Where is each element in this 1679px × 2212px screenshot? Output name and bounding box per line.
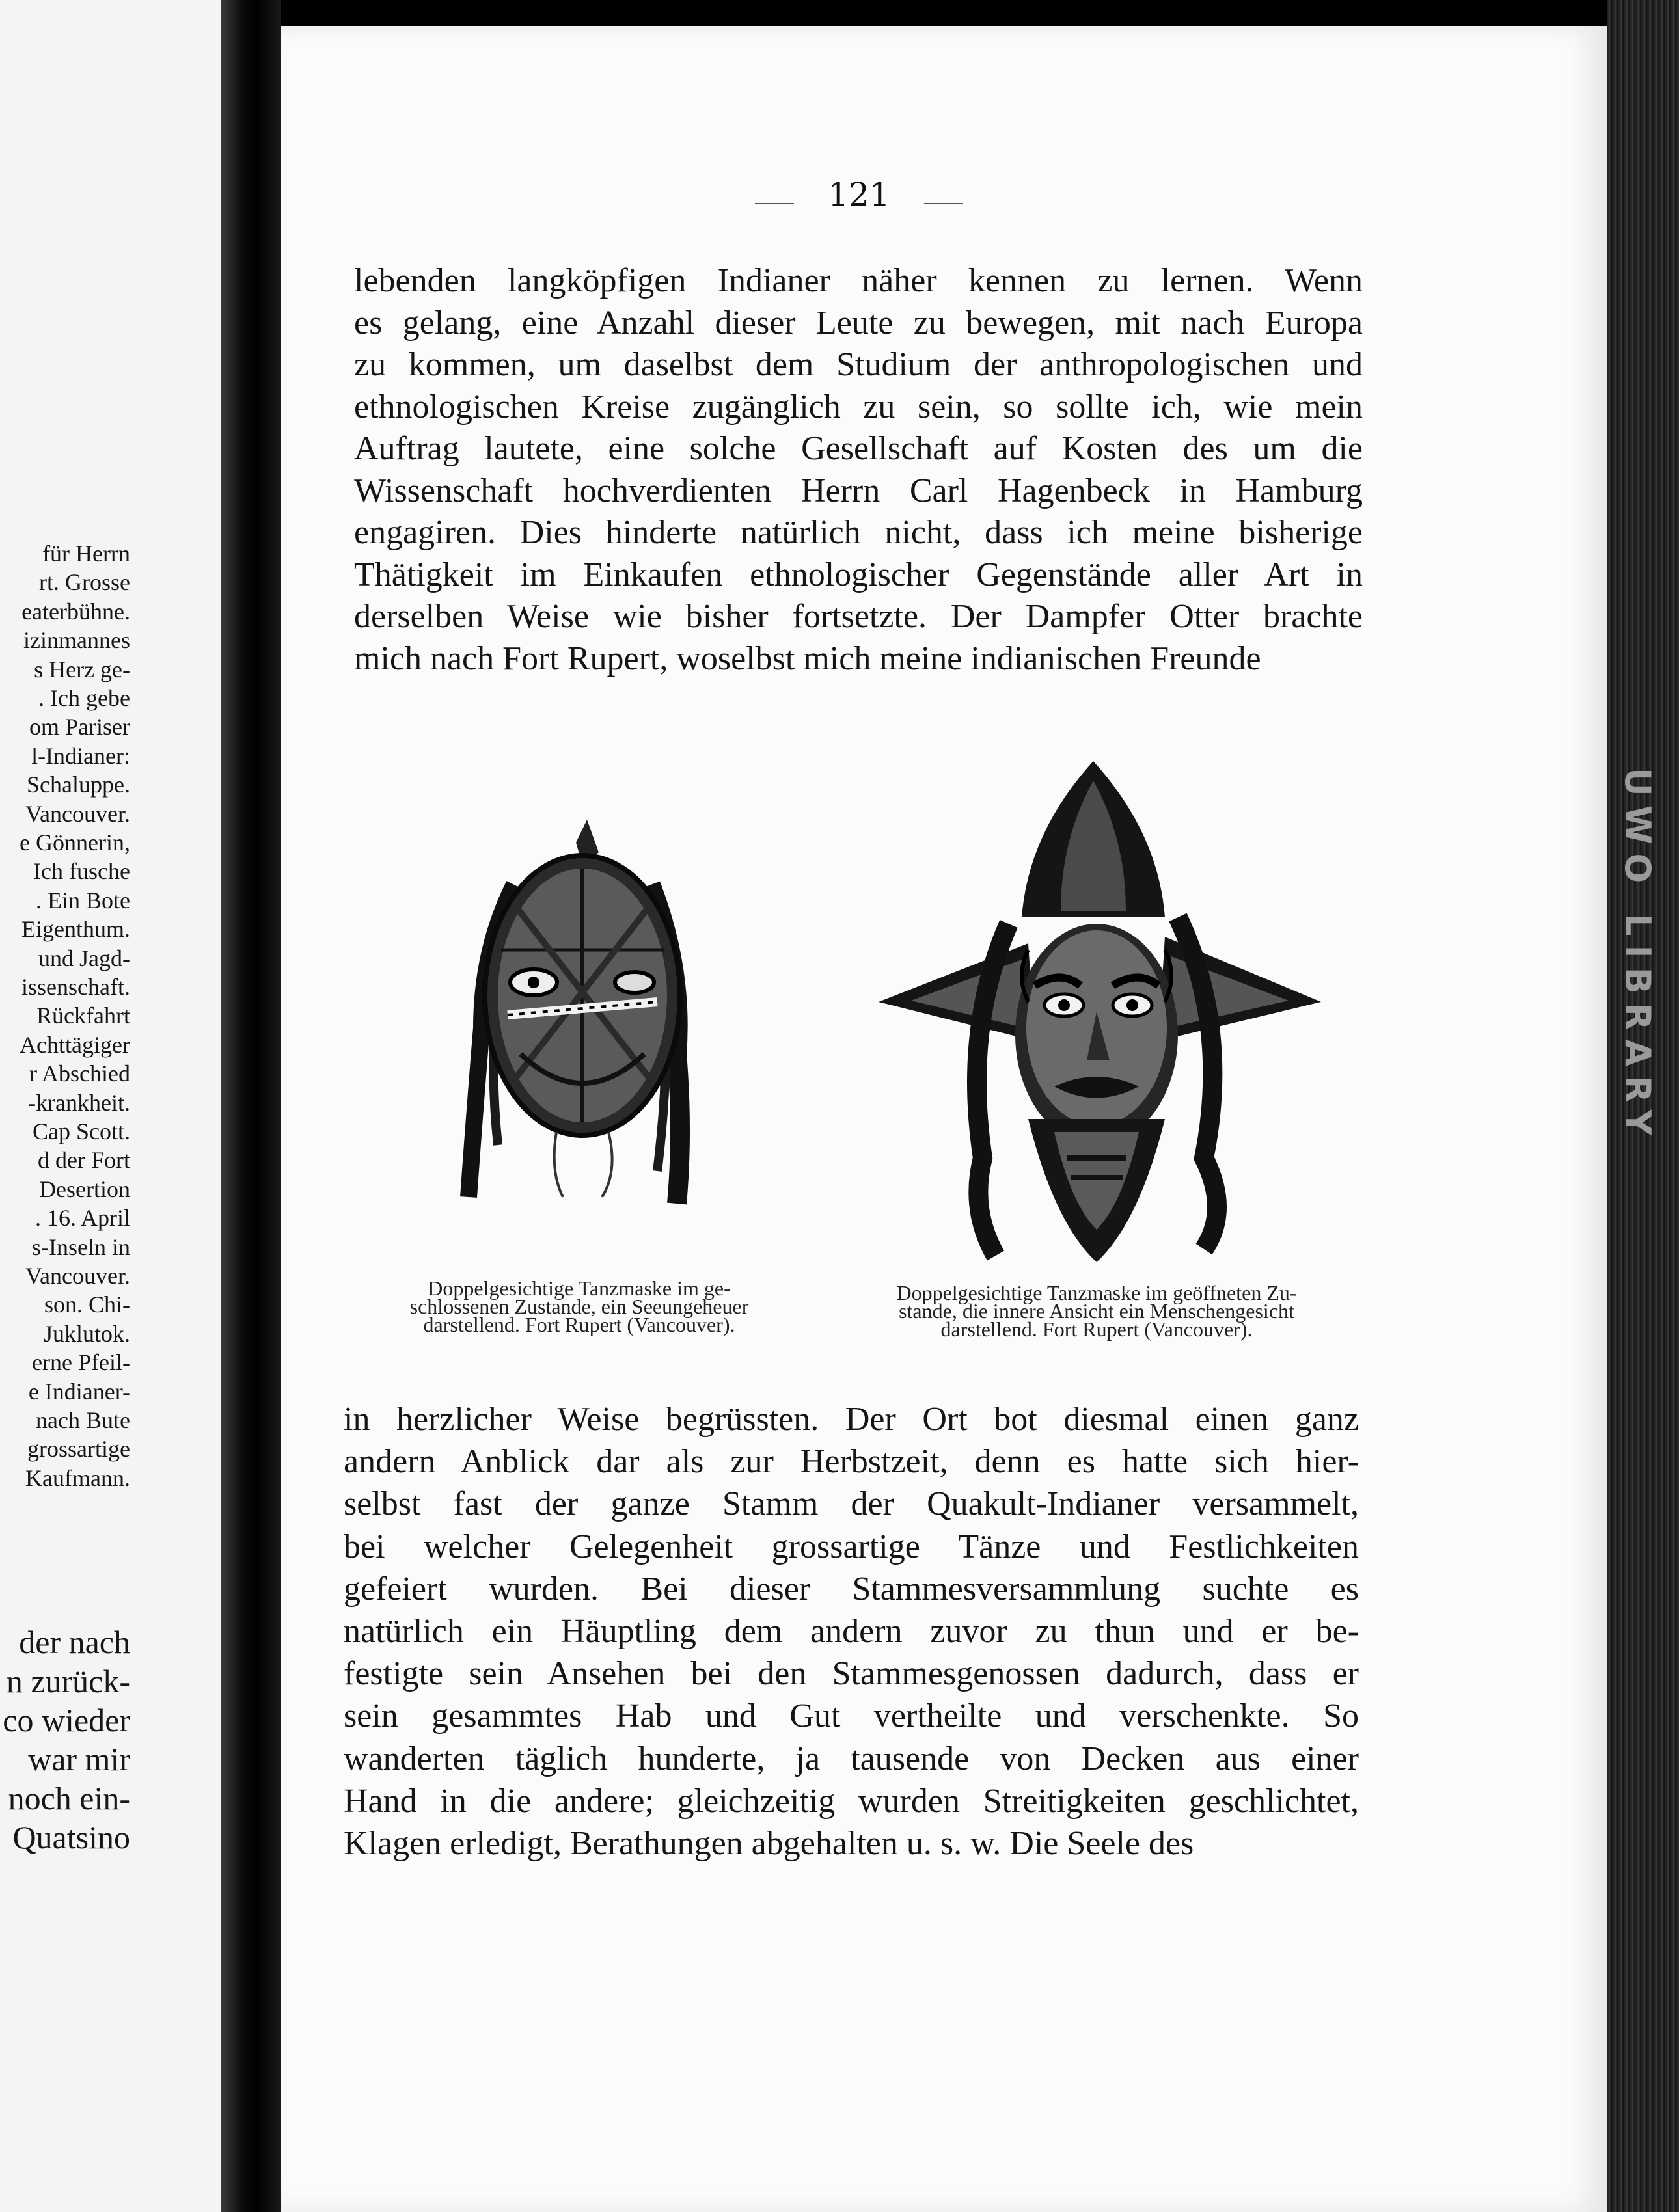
para-top-line: Auftrag lautete, eine solche Gesellschaft auf Kosten des um die [354,430,1363,467]
left-lines-line: war mir [28,1741,130,1777]
left-lines-line: co wieder [3,1702,130,1738]
left-lines-line: Juklutok. [43,1320,130,1347]
left-lines-line: . Ich gebe [38,685,130,711]
para-bottom-line: Hand in die andere; gleichzeitig wurden Streitigkeiten geschlichtet, [344,1782,1359,1820]
mask-closed-illustration [443,807,716,1223]
left-lines-line: s-Inseln in [32,1234,130,1260]
left-lines-line: Vancouver. [25,800,130,827]
left-lines-line: nach Bute [36,1407,130,1433]
caption-right-line: Doppelgesichtige Tanzmaske im geöffneten Zu- [896,1281,1297,1304]
left-lines-line: Vancouver. [25,1263,130,1289]
para-bottom-line: gefeiert wurden. Bei dieser Stammesversammlung suchte es [344,1570,1359,1608]
para-top-line: mich nach Fort Rupert, woselbst mich meine indianischen Freunde [354,640,1261,677]
para-bottom-line: Klagen erledigt, Berathungen abgehalten u. s. w. Die Seele des [344,1825,1194,1862]
caption-left-line: schlossenen Zustande, ein Seeungeheuer [409,1295,749,1318]
para-top-line: Wissenschaft hochverdienten Herrn Carl Hagenbeck in Hamburg [354,472,1363,509]
left-lines-line: issenschaft. [21,974,130,1000]
para-bottom-line: wanderten täglich hunderte, ja tausende von Decken aus einer [344,1740,1359,1777]
para-top-line: zu kommen, um daselbst dem Studium der anthropologischen und [354,346,1363,383]
left-lines-line: der nach [19,1624,130,1660]
left-lines-line: Rückfahrt [36,1003,130,1029]
para-bottom-line: selbst fast der ganze Stamm der Quakult-Indianer versammelt, [344,1485,1359,1523]
para-top-line: derselben Weise wie bisher fortsetzte. Der Dampfer Otter brachte [354,598,1363,635]
para-bottom-line: bei welcher Gelegenheit grossartige Tänze und Festlichkeiten [344,1528,1359,1565]
para-top-line: es gelang, eine Anzahl dieser Leute zu bewegen, mit nach Europa [354,304,1363,342]
left-lines-line: . 16. April [34,1205,130,1232]
left-lines-line: izinmannes [23,627,130,654]
left-lines-line: eaterbühne. [21,598,130,625]
left-lines-line: erne Pfeil- [32,1349,130,1376]
left-lines-line: n zurück- [6,1663,130,1699]
left-lines-line: r Abschied [29,1060,130,1087]
left-lines-line: Kaufmann. [25,1464,130,1491]
left-lines-line: Achttägiger [20,1031,130,1058]
left-lines-line: Schaluppe. [27,772,130,798]
caption-left-line: darstellend. Fort Rupert (Vancouver). [423,1313,735,1336]
caption-right-line: stande, die innere Ansicht ein Menschengesicht [899,1299,1294,1323]
left-lines-line: Eigenthum. [21,916,130,943]
page-number: 121 [828,176,890,213]
para-bottom-line: in herzlicher Weise begrüssten. Der Ort bot diesmal einen ganz [344,1401,1359,1438]
para-bottom-line: sein gesammtes Hab und Gut vertheilte und verschenkte. So [344,1697,1359,1735]
left-lines-line: und Jagd- [38,945,130,971]
para-bottom-line: festigte sein Ansehen bei den Stammesgenossen dadurch, dass er [344,1655,1359,1693]
left-lines-line: Desertion [39,1176,130,1202]
left-lines-line: grossartige [27,1436,130,1463]
left-lines-line: l-Indianer: [31,742,130,769]
left-lines-line: . Ein Bote [36,887,130,913]
mask-open-illustration [866,755,1334,1275]
left-lines-line: -krankheit. [28,1089,130,1116]
left-lines-line: son. Chi- [44,1291,130,1318]
left-lines-line: Ich fusche [33,858,130,885]
left-lines-line: noch ein- [8,1780,130,1816]
para-bottom-line: natürlich ein Häuptling dem andern zuvor zu thun und er be- [344,1613,1359,1650]
left-lines-line: e Indianer- [28,1378,130,1405]
left-lines-line: e Gönnerin, [20,830,130,856]
para-top-line: Thätigkeit im Einkaufen ethnologischer Gegenstände aller Art in [354,556,1363,593]
left-lines-line: Quatsino [12,1819,130,1855]
para-top-line: engagiren. Dies hinderte natürlich nicht, dass ich meine bisherige [354,514,1363,551]
caption-right-line: darstellend. Fort Rupert (Vancouver). [940,1317,1253,1341]
left-lines-line: Cap Scott. [33,1118,130,1144]
library-stamp: UWO LIBRARY [1617,768,1658,1144]
left-lines-line: rt. Grosse [39,569,130,596]
page-number-dash-right [924,203,963,204]
para-top-line: lebenden langköpfigen Indianer näher kennen zu lernen. Wenn [354,262,1363,299]
left-lines-line: d der Fort [38,1147,130,1174]
para-top-line: ethnologischen Kreise zugänglich zu sein, so sollte ich, wie mein [354,388,1363,425]
para-bottom-line: andern Anblick dar als zur Herbstzeit, denn es hatte sich hier- [344,1443,1359,1481]
left-lines-line: für Herrn [42,541,130,567]
caption-left-line: Doppelgesichtige Tanzmaske im ge- [428,1276,731,1300]
left-lines-line: s Herz ge- [34,656,130,682]
left-lines-line: om Pariser [29,714,130,740]
book-gutter [221,0,281,2212]
